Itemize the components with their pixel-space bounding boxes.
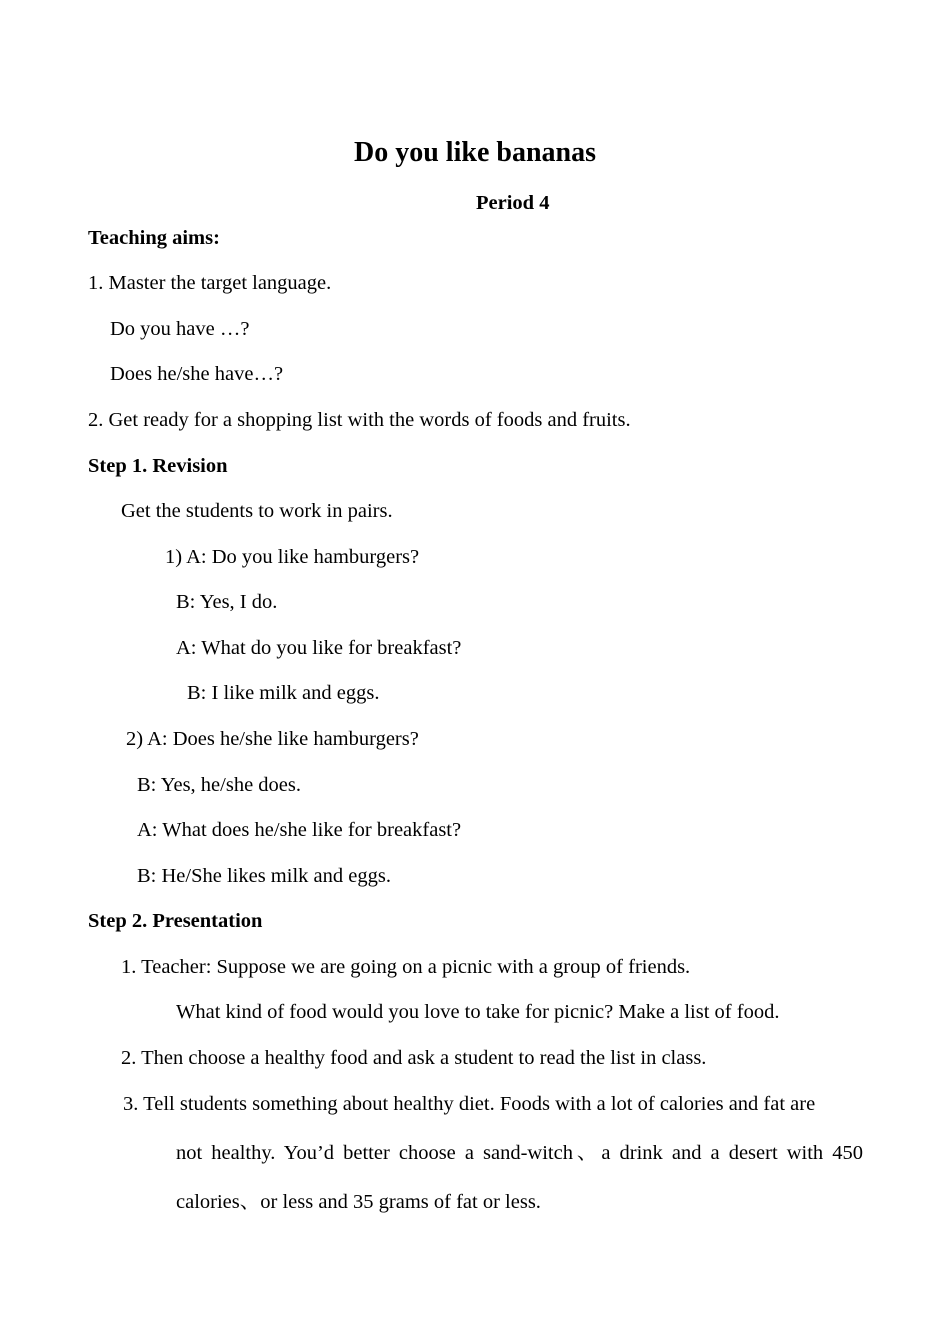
step2-paragraph-3: 3. Tell students something about healthy diet. Foods with a lot of calories and fat are bbox=[123, 1093, 816, 1115]
aim-item-2: 2. Get ready for a shopping list with the words of foods and fruits. bbox=[88, 409, 631, 431]
step2-paragraph-3-line-2: not healthy. You’d better choose a sand-witch、a drink and a desert with 450 bbox=[176, 1142, 863, 1164]
dialog2-line-3: A: What does he/she like for breakfast? bbox=[137, 819, 462, 841]
step1-intro: Get the students to work in pairs. bbox=[121, 500, 393, 522]
aim-item-1-question-2: Does he/she have…? bbox=[110, 363, 284, 385]
step2-paragraph-3-line-3: calories、or less and 35 grams of fat or less. bbox=[176, 1191, 541, 1213]
dialog2-line-2: B: Yes, he/she does. bbox=[137, 774, 302, 796]
step2-paragraph-1: 1. Teacher: Suppose we are going on a picnic with a group of friends. bbox=[121, 956, 691, 978]
aim-item-1-question-1: Do you have …? bbox=[110, 318, 250, 340]
period-label: Period 4 bbox=[476, 192, 550, 214]
step2-paragraph-1-continued: What kind of food would you love to take for picnic? Make a list of food. bbox=[176, 1001, 780, 1023]
dialog2-line-1: 2) A: Does he/she like hamburgers? bbox=[126, 728, 419, 750]
dialog1-line-1: 1) A: Do you like hamburgers? bbox=[165, 546, 420, 568]
teaching-aims-heading: Teaching aims: bbox=[88, 227, 220, 249]
step1-heading: Step 1. Revision bbox=[88, 455, 228, 477]
document-title: Do you like bananas bbox=[354, 137, 596, 168]
dialog1-line-2: B: Yes, I do. bbox=[176, 591, 278, 613]
dialog1-line-3: A: What do you like for breakfast? bbox=[176, 637, 462, 659]
aim-item-1: 1. Master the target language. bbox=[88, 272, 332, 294]
dialog1-line-4: B: I like milk and eggs. bbox=[187, 682, 380, 704]
step2-heading: Step 2. Presentation bbox=[88, 910, 263, 932]
dialog2-line-4: B: He/She likes milk and eggs. bbox=[137, 865, 391, 887]
step2-paragraph-2: 2. Then choose a healthy food and ask a student to read the list in class. bbox=[121, 1047, 707, 1069]
